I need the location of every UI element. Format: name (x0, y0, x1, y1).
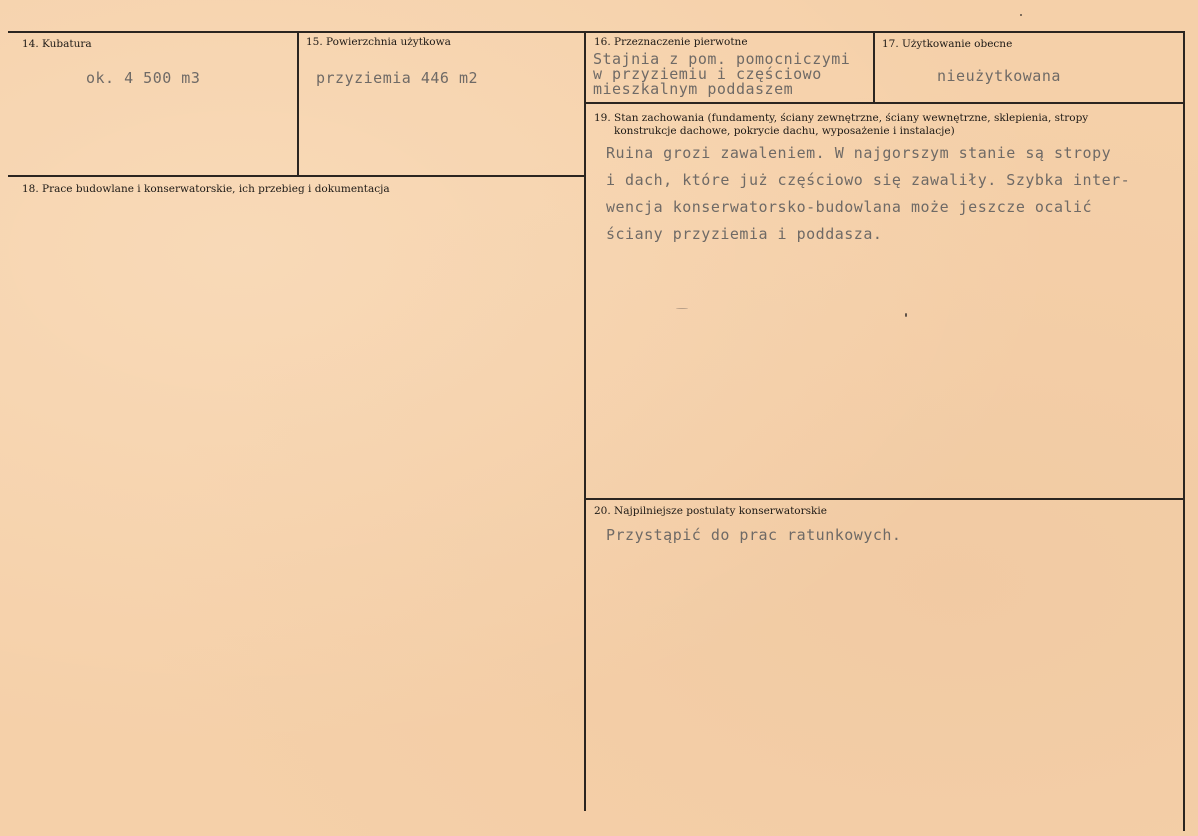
field-19-line-2: i dach, które już częściowo się zawaliły. Szybka inter- (606, 171, 1131, 189)
vrule-right-edge (1183, 31, 1185, 831)
field-19-line-4: ściany przyziemia i poddasza. (606, 225, 883, 243)
field-17-label: 17. Użytkowanie obecne (882, 38, 1013, 50)
field-14-value: ok. 4 500 m3 (86, 69, 201, 87)
top-rule (8, 31, 1184, 33)
field-18-label: 18. Prace budowlane i konserwatorskie, ich przebieg i dokumentacja (22, 183, 390, 195)
lower-rule-right (586, 498, 1184, 500)
vrule-17 (873, 31, 875, 102)
field-16-label: 16. Przeznaczenie pierwotne (594, 36, 748, 48)
vrule-center (584, 31, 586, 811)
field-16-line-2: w przyziemiu i częściowo (593, 65, 822, 83)
field-15-label: 15. Powierzchnia użytkowa (306, 36, 451, 48)
field-20-label: 20. Najpilniejsze postulaty konserwatorskie (594, 505, 827, 517)
field-16-line-1: Stajnia z pom. pomocniczymi (593, 50, 851, 68)
field-19-label-line-1: 19. Stan zachowania (fundamenty, ściany zewnętrzne, ściany wewnętrzne, sklepienia, stropy (594, 112, 1089, 124)
field-19-value (606, 140, 1130, 248)
field-15-value: przyziemia 446 m2 (316, 69, 479, 87)
mid-rule-left (8, 175, 586, 177)
field-14-label: 14. Kubatura (22, 38, 92, 50)
paper-speck (905, 313, 907, 317)
vrule-15 (297, 31, 299, 175)
paper-speck (676, 308, 688, 309)
paper-speck (1020, 14, 1022, 16)
field-20-value: Przystąpić do prac ratunkowych. (606, 526, 902, 544)
mid-rule-right (586, 102, 1184, 104)
field-16-line-3: mieszkalnym poddaszem (593, 80, 794, 98)
field-17-value: nieużytkowana (937, 67, 1061, 85)
field-19-line-1: Ruina grozi zawaleniem. W najgorszym stanie są stropy (606, 144, 1112, 162)
field-19-line-3: wencja konserwatorsko-budowlana może jeszcze ocalić (606, 198, 1093, 216)
field-19-label-line-2: konstrukcje dachowe, pokrycie dachu, wyposażenie i instalacje) (614, 125, 955, 137)
field-16-value (593, 52, 850, 97)
